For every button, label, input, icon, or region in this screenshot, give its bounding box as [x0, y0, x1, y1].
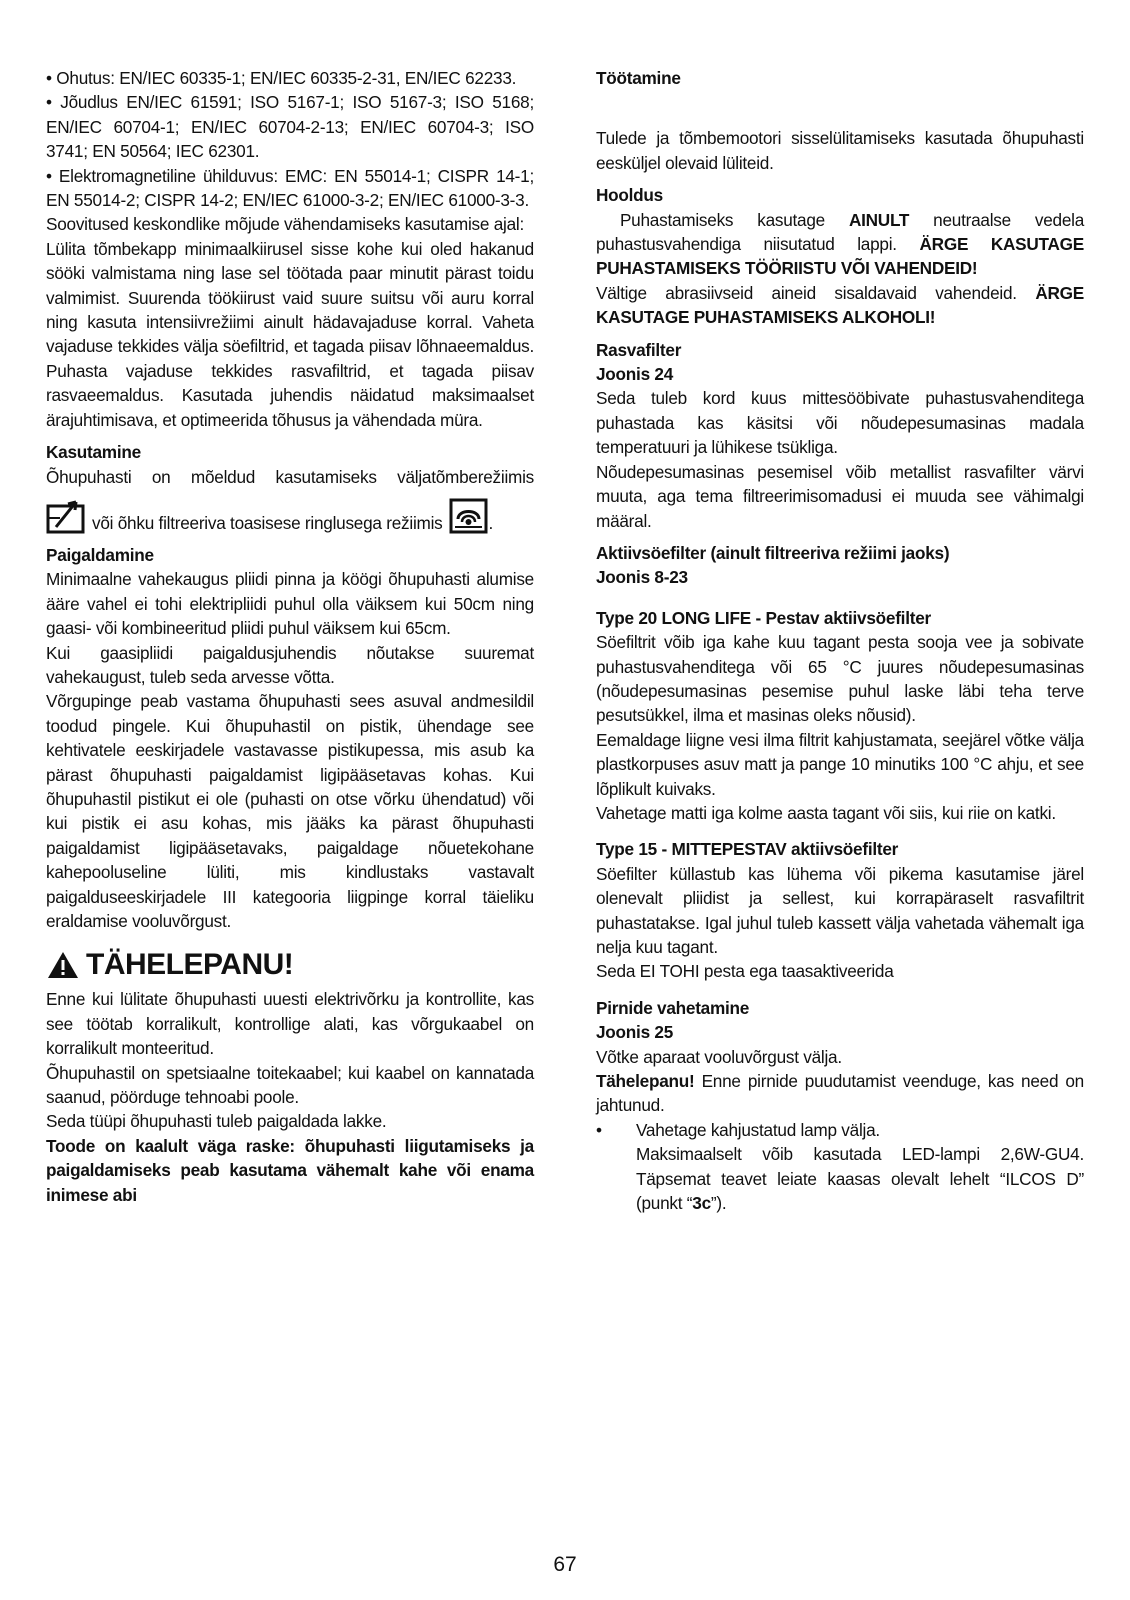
recirculation-mode-icon	[449, 497, 489, 535]
type15-text-1: Söefilter küllastub kas lühema või pikema kasutamise järel olenevalt pliidist ja sellest, kui korrapäraselt rasvafiltrit puhastatakse. Igal juhul tuleb kassett välja vahetada vähemalt iga nelja kuu tagant.	[596, 863, 1084, 957]
grease-text-2: Nõudepesumasinas pesemisel võib metallist rasvafilter värvi muuta, aga tema filtreerimisomadusi ei muuda see vähimalgi määral.	[596, 461, 1084, 531]
care-heading: Hooldus	[596, 185, 663, 206]
warning-text-2: Õhupuhastil on spetsiaalne toitekaabel; kui kaabel on kannatada saanud, pöörduge tehnoabi poole.	[46, 1062, 534, 1108]
emc-standards: • Elektromagnetiline ühilduvus: EMC: EN 55014-1; CISPR 14-1; EN 55014-2; CISPR 14-2; EN/IEC 61000-3-2; EN/IEC 61000-3-3.	[46, 165, 534, 211]
bulbs-bullet	[596, 1118, 1084, 1142]
warning-title	[46, 947, 534, 983]
bulbs-text-4	[596, 1142, 1084, 1215]
carbon-heading: Aktiivsöefilter (ainult filtreeriva režiimi jaoks)	[596, 542, 950, 563]
usage-modes-line	[46, 491, 534, 535]
operation-text: Tulede ja tõmbemootori sisselülitamiseks kasutada õhupuhasti eesküljel olevaid lüliteid.	[596, 128, 1084, 173]
type20-text-2: Eemaldage liigne vesi ilma filtrit kahjustamata, seejärel võtke välja plastkorpuses asuv matt ja pange 10 minutiks 100 °C ahju, et see lõplikult kuivaks.	[596, 729, 1084, 799]
grease-figure: Joonis 24	[596, 364, 674, 385]
usage-text-end: .	[488, 512, 494, 533]
usage-text-2: või õhku filtreeriva toasisese ringlusega režiimis	[92, 512, 443, 533]
performance-standards: • Jõudlus EN/IEC 61591; ISO 5167-1; ISO 5167-3; ISO 5168; EN/IEC 60704-1; EN/IEC 60704-2-13; EN/IEC 60704-3; ISO 3741; EN 50564; IEC 62301.	[46, 92, 534, 162]
grease-text-1: Seda tuleb kord kuus mittesööbivate puhastusvahenditega puhastada kas käsitsi või nõudepesumasinas madala temperatuuri ja lühikese tsükliga.	[596, 388, 1084, 458]
page-number: 67	[553, 1553, 577, 1576]
install-text-1: Minimaalne vahekaugus pliidi pinna ja köögi õhupuhasti alumise ääre vahel ei tohi elektripliidi puhul olla väiksem kui 50cm ning gaasi- või kombineeritud pliidi puhul väiksem kui 65cm.	[46, 569, 534, 639]
care-text-1b: AINULT	[848, 209, 910, 230]
carbon-figure: Joonis 8-23	[596, 567, 688, 588]
usage-heading: Kasutamine	[46, 442, 141, 463]
bulbs-heading: Pirnide vahetamine	[596, 997, 750, 1018]
right-column	[596, 66, 1084, 1215]
care-text-2b: ÄRGE KASUTAGE PUHASTAMISEKS ALKOHOLI!	[596, 282, 1084, 328]
care-text-2a: Vältige abrasiivseid aineid sisaldavaid vahendeid.	[596, 282, 1017, 303]
type15-text-2: Seda EI TOHI pesta ega taasaktiveerida	[596, 961, 894, 982]
type20-text-1: Söefiltrit võib iga kahe kuu tagant pesta sooja vee ja sobivate puhastusvahenditega või 65 °C juures nõudepesumasinas (nõudepesumasinas pesemise puhul laske läbi teha terve pesutsükkel, ilma et masinas oleks nõusid).	[596, 632, 1084, 726]
bulbs-figure: Joonis 25	[596, 1022, 674, 1043]
install-text-3: Võrgupinge peab vastama õhupuhasti sees asuval andmesildil toodud pingele. Kui õhupuhastil on pistik, ühendage see kehtivatele eeskirjadele vastavasse pistikupessa, mis asub ka pärast õhupuhasti paigaldamist ligipääsetavas kohas. Kui õhupuhastil pistikut ei ole (puhasti on otse võrku ühendatud) või kui pistik ei asu kohas, mis jääks ka pärast õhupuhasti paigaldamist ligipääsetavaks, paigaldage nõuetekohane kahepooluseline lüliti, mis kindlustaks vastavalt paigalduseeskirjadele III kategooria liigpinge korral täieliku eraldamise vooluvõrgust.	[46, 691, 534, 931]
safety-standards: • Ohutus: EN/IEC 60335-1; EN/IEC 60335-2-31, EN/IEC 62233.	[46, 68, 517, 88]
care-text-1d: ÄRGE KASUTAGE PUHASTAMISEKS TÖÖRIISTU VÕI VAHENDEID!	[596, 234, 1084, 279]
type15-heading: Type 15 - MITTEPESTAV aktiivsöefilter	[596, 839, 899, 860]
bulbs-text-2b: Enne pirnide puudutamist veenduge, kas need on jahtunud.	[596, 1071, 1084, 1116]
type20-text-3: Vahetage matti iga kolme aasta tagant või siis, kui riie on katki.	[596, 802, 1056, 823]
usage-text: Õhupuhasti on mõeldud kasutamiseks väljatõmberežiimis	[46, 466, 534, 487]
install-heading: Paigaldamine	[46, 544, 154, 565]
warning-icon	[46, 950, 80, 980]
bullet-mark: •	[596, 1119, 602, 1140]
bulbs-text-4a: Maksimaalselt võib kasutada LED-lampi 2,6W-GU4. Täpsemat teavet leiate kaasas olevalt lehelt “ILCOS D” (punkt “	[636, 1144, 1084, 1214]
warning-text-1: Enne kui lülitate õhupuhasti uuesti elektrivõrku ja kontrollite, kas see töötab korralikult, kontrollige alati, kas võrgukaabel on korralikult monteeritud.	[46, 989, 534, 1059]
bulbs-text-3: Vahetage kahjustatud lamp välja.	[636, 1119, 880, 1140]
install-text-2: Kui gaasipliidi paigaldusjuhendis nõutakse suuremat vahekaugust, tuleb seda arvesse võtta.	[46, 642, 534, 687]
recommendations-body: Lülita tõmbekapp minimaalkiirusel sisse kohe kui oled hakanud sööki valmistama ning lase sel töötada paar minutit pärast toidu valmimist. Suurenda töökiirust vaid suure suitsu või auru korral ning kasuta intensiivrežiimi ainult hädavajaduse korral. Vaheta vajaduse tekkides välja söefiltrid, et tagada piisav lõhnaeemaldus. Puhasta vajaduse tekkides rasvafiltrid, et tagada piisav rasvaeemaldus. Kasutada juhendis näidatud maksimaalset ärajuhtimisava, et optimeerida tõhusus ja vähendada müra.	[46, 238, 534, 430]
warning-text-3: Seda tüüpi õhupuhasti tuleb paigaldada lakke.	[46, 1111, 387, 1132]
exhaust-mode-icon	[46, 497, 86, 535]
care-text-1	[596, 208, 1084, 281]
left-column	[46, 66, 534, 1207]
bulbs-text-2	[596, 1069, 1084, 1118]
care-text-1c: neutraalse vedela puhastusvahendiga niisutatud lappi.	[596, 209, 1085, 255]
warning-heading: TÄHELEPANU!	[86, 948, 294, 982]
bulbs-text-4c: ”).	[710, 1193, 727, 1214]
warning-text-4: Toode on kaalult väga raske: õhupuhasti liigutamiseks ja paigaldamiseks peab kasutama vähemalt kahe või enama inimese abi	[46, 1135, 534, 1205]
bulbs-attention: Tähelepanu!	[596, 1071, 695, 1092]
grease-heading: Rasvafilter	[596, 339, 682, 360]
bulbs-text-4b: 3c	[692, 1193, 711, 1214]
operation-heading: Töötamine	[596, 68, 681, 88]
bulbs-text-1: Võtke aparaat vooluvõrgust välja.	[596, 1046, 842, 1067]
recommendations-heading: Soovitused keskondlike mõjude vähendamiseks kasutamise ajal:	[46, 214, 524, 235]
care-text-1a: Puhastamiseks kasutage	[619, 209, 825, 230]
type20-heading: Type 20 LONG LIFE - Pestav aktiivsöefilter	[596, 607, 931, 628]
care-text-2	[596, 281, 1084, 330]
